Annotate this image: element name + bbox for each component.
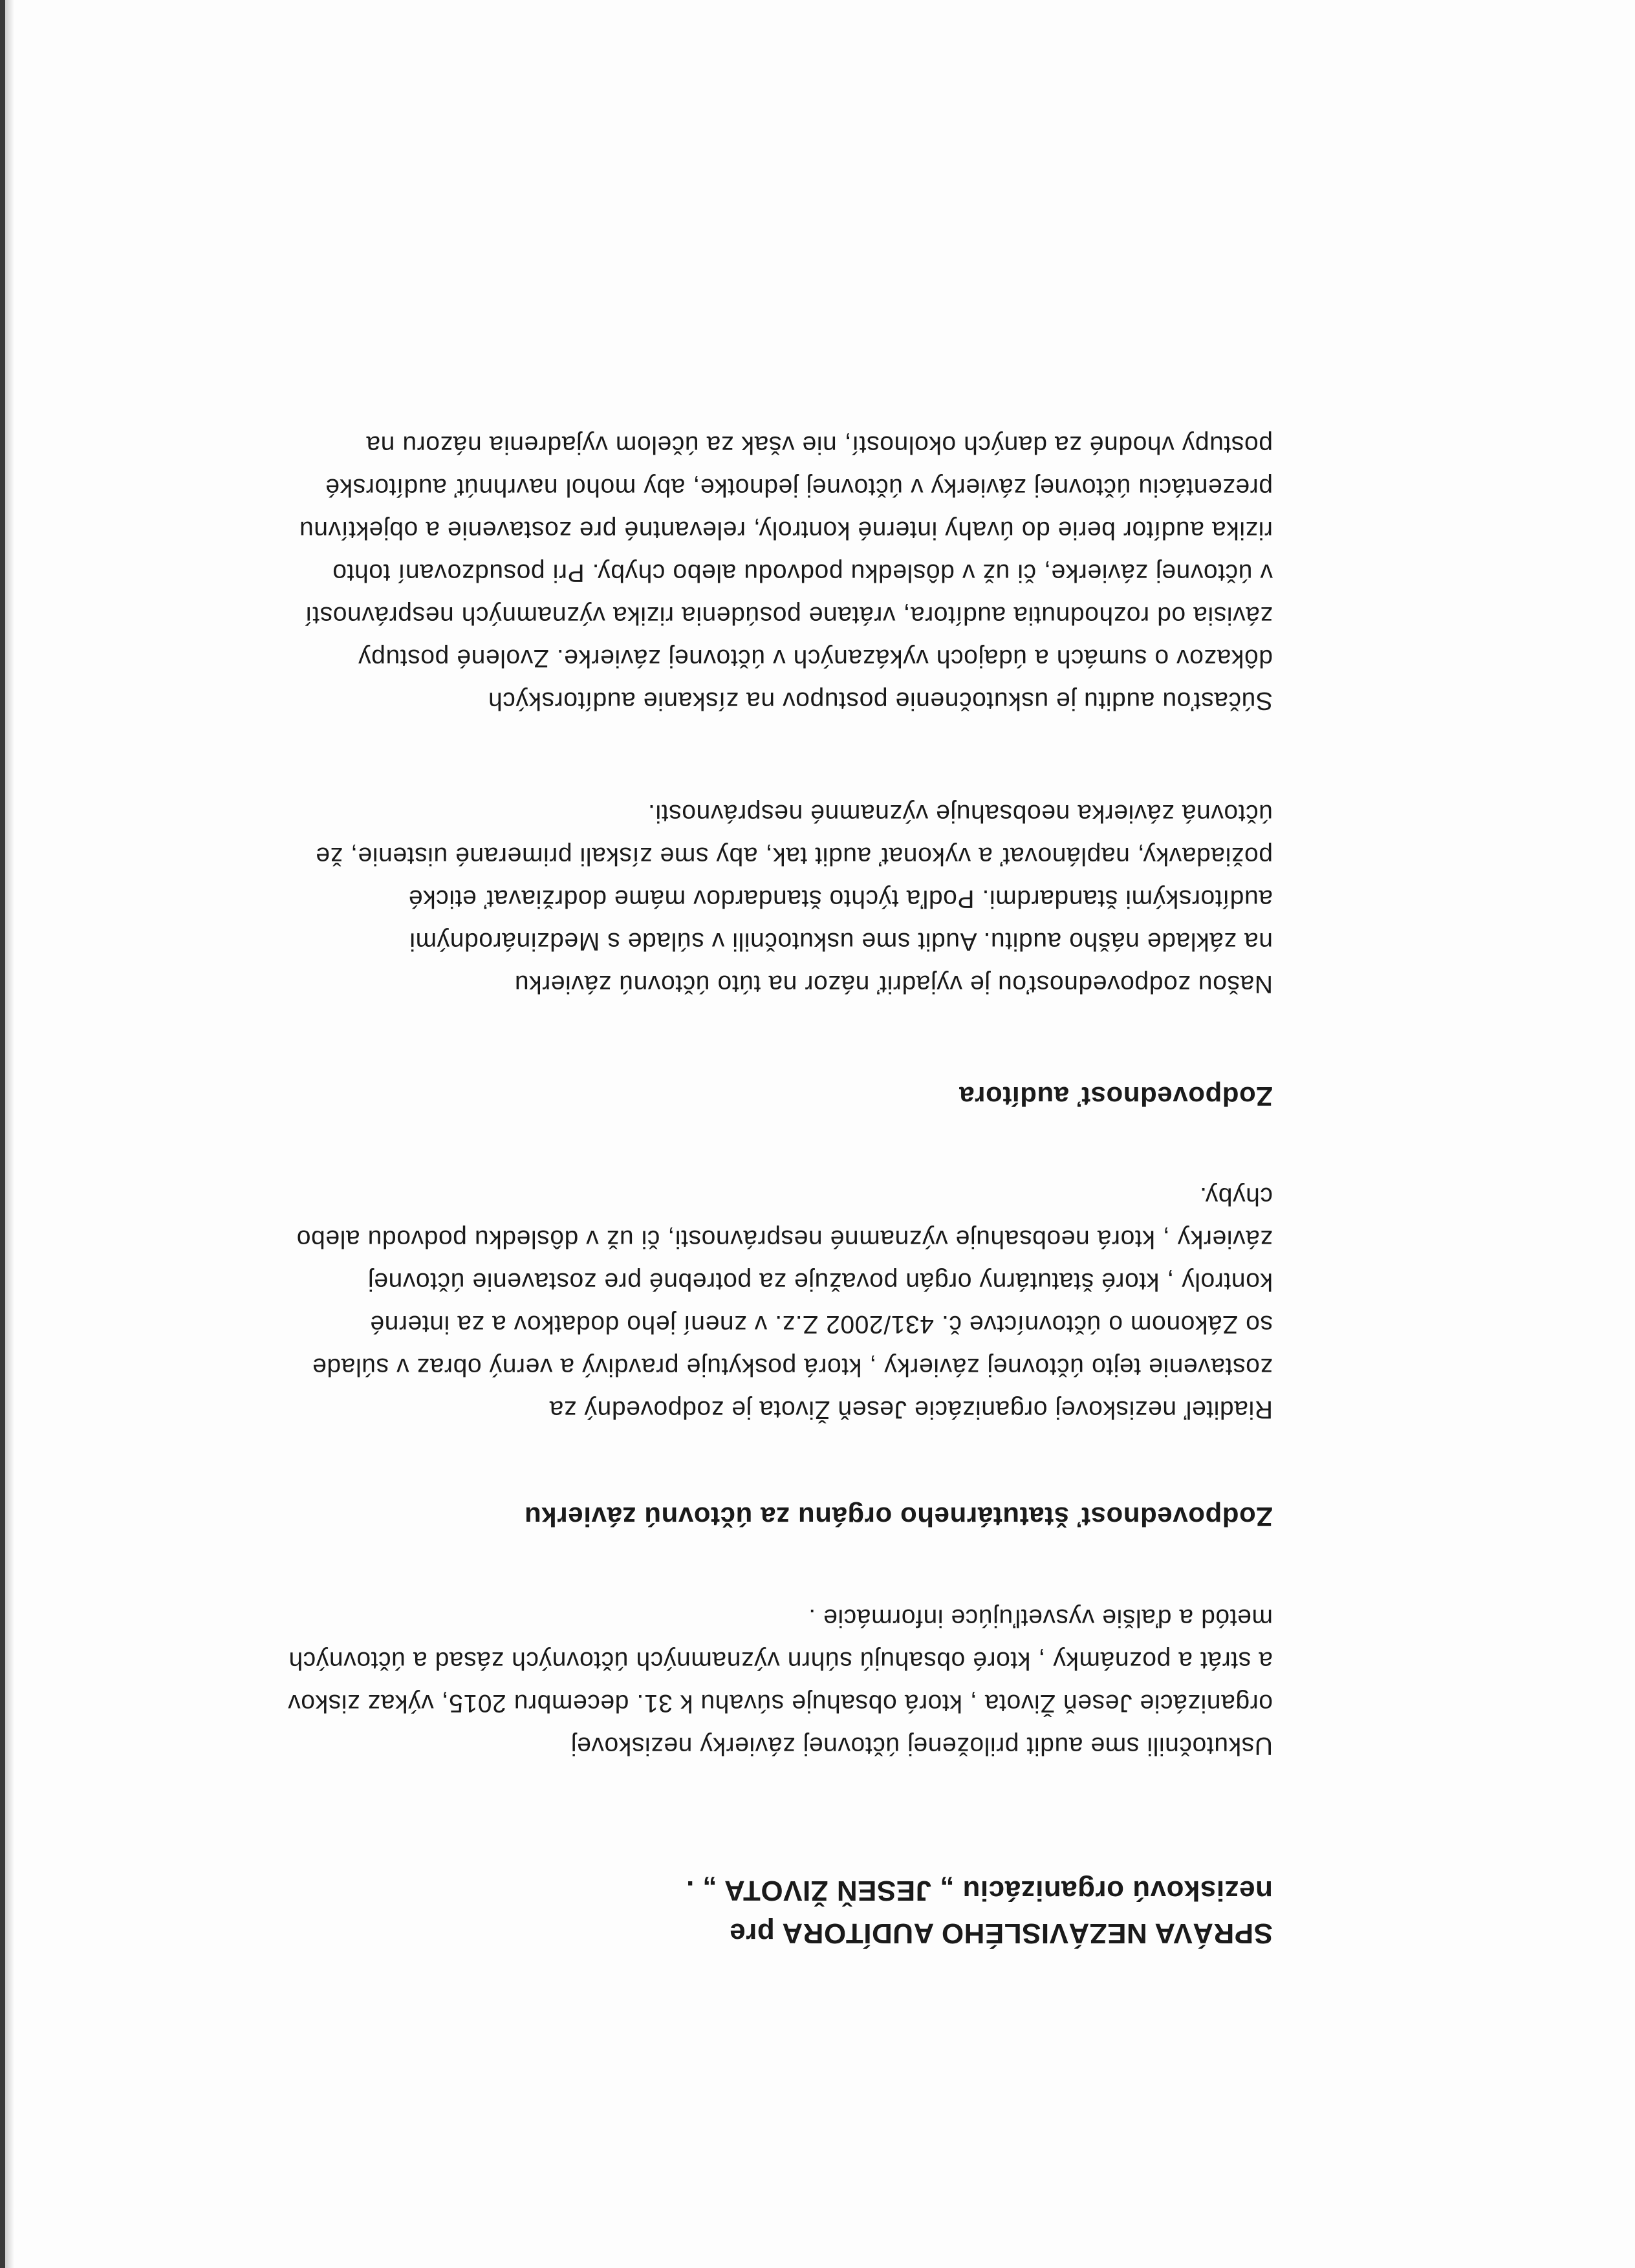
report-title-line-2: neziskovú organizáciu „ JESEŇ ŽIVOTA „ .	[686, 1875, 1273, 1906]
procedures-paragraph	[225, 423, 1273, 722]
text-line: chyby.	[1199, 1182, 1273, 1210]
text-line: Súčasťou auditu je uskutočnenie postupov na získanie audítorských	[488, 687, 1273, 715]
text-line: prezentáciu účtovnej závierky v účtovnej jednotke, aby mohol navrhnúť audítorské	[325, 473, 1273, 501]
text-line: Uskutočnili sme audit priloženej účtovnej závierky neziskovej	[570, 1732, 1273, 1760]
text-line: kontroly , ktoré štatutárny orgán považuje za potrebné pre zostavenie účtovnej	[367, 1268, 1273, 1295]
scan-edge-shadow	[5, 0, 14, 2268]
document-content	[225, 423, 1273, 1954]
text-line: organizácie Jeseň Života , ktorá obsahuje súvahu k 31. decembru 2015, výkaz ziskov	[287, 1689, 1273, 1717]
heading-auditor-responsibility: Zodpovednosť audítora	[958, 1081, 1273, 1112]
text-line: závierky , ktorá neobsahuje významné nesprávnosti, či už v dôsledku podvodu alebo	[296, 1225, 1273, 1253]
text-line: postupy vhodné za daných okolností, nie však za účelom vyjadrenia názoru na	[365, 431, 1273, 459]
report-title-line-1: SPRÁVA NEZÁVISLÉHO AUDÍTORA pre	[729, 1917, 1273, 1949]
text-line: Riaditeľ neziskovej organizácie Jeseň Života je zodpovedný za	[549, 1396, 1273, 1423]
auditor-paragraph	[225, 792, 1273, 1005]
text-line: metód a ďalšie vysvetľujúce informácie .	[808, 1604, 1273, 1632]
text-line: zostavenie tejto účtovnej závierky , ktorá poskytuje pravdivý a verný obraz v súlade	[312, 1353, 1273, 1381]
text-line: závisia od rozhodnutia audítora, vrátane posúdenia rizika významných nesprávností	[305, 601, 1273, 629]
text-line: v účtovnej závierke, či už v dôsledku podvodu alebo chyby. Pri posudzovaní tohto	[332, 559, 1273, 587]
text-line: rizika audítor berie do úvahy interné kontroly, relevantné pre zostavenie a objektívnu	[299, 516, 1273, 544]
text-line: Našou zodpovednosťou je vyjadriť názor na túto účtovnú závierku	[514, 970, 1273, 998]
text-line: dôkazov o sumách a údajoch vykázaných v účtovnej závierke. Zvolené postupy	[358, 644, 1273, 672]
text-line: požiadavky, naplánovať a vykonať audit tak, aby sme získali primerané uistenie, že	[315, 842, 1273, 870]
text-line: audítorskými štandardmi. Podľa týchto štandardov máme dodržiavať etické	[408, 885, 1273, 913]
text-line: na základe nášho auditu. Audit sme uskutočnili v súlade s Medzinárodnými	[409, 927, 1273, 955]
scan-edge-border	[0, 0, 5, 2268]
report-title	[225, 1869, 1273, 1954]
heading-statutory-responsibility: Zodpovednosť štatutárneho orgánu za účtovnú závierku	[524, 1502, 1273, 1532]
statutory-paragraph	[225, 1174, 1273, 1431]
text-line: a strát a poznámky , ktoré obsahujú súhrn významných účtovných zásad a účtovných	[288, 1647, 1273, 1674]
intro-paragraph	[225, 1596, 1273, 1767]
text-line: so Zákonom o účtovníctve č. 431/2002 Z.z. v znení jeho dodatkov a za interné	[369, 1310, 1273, 1338]
text-line: účtovná závierka neobsahuje významné nesprávnosti.	[647, 799, 1273, 827]
